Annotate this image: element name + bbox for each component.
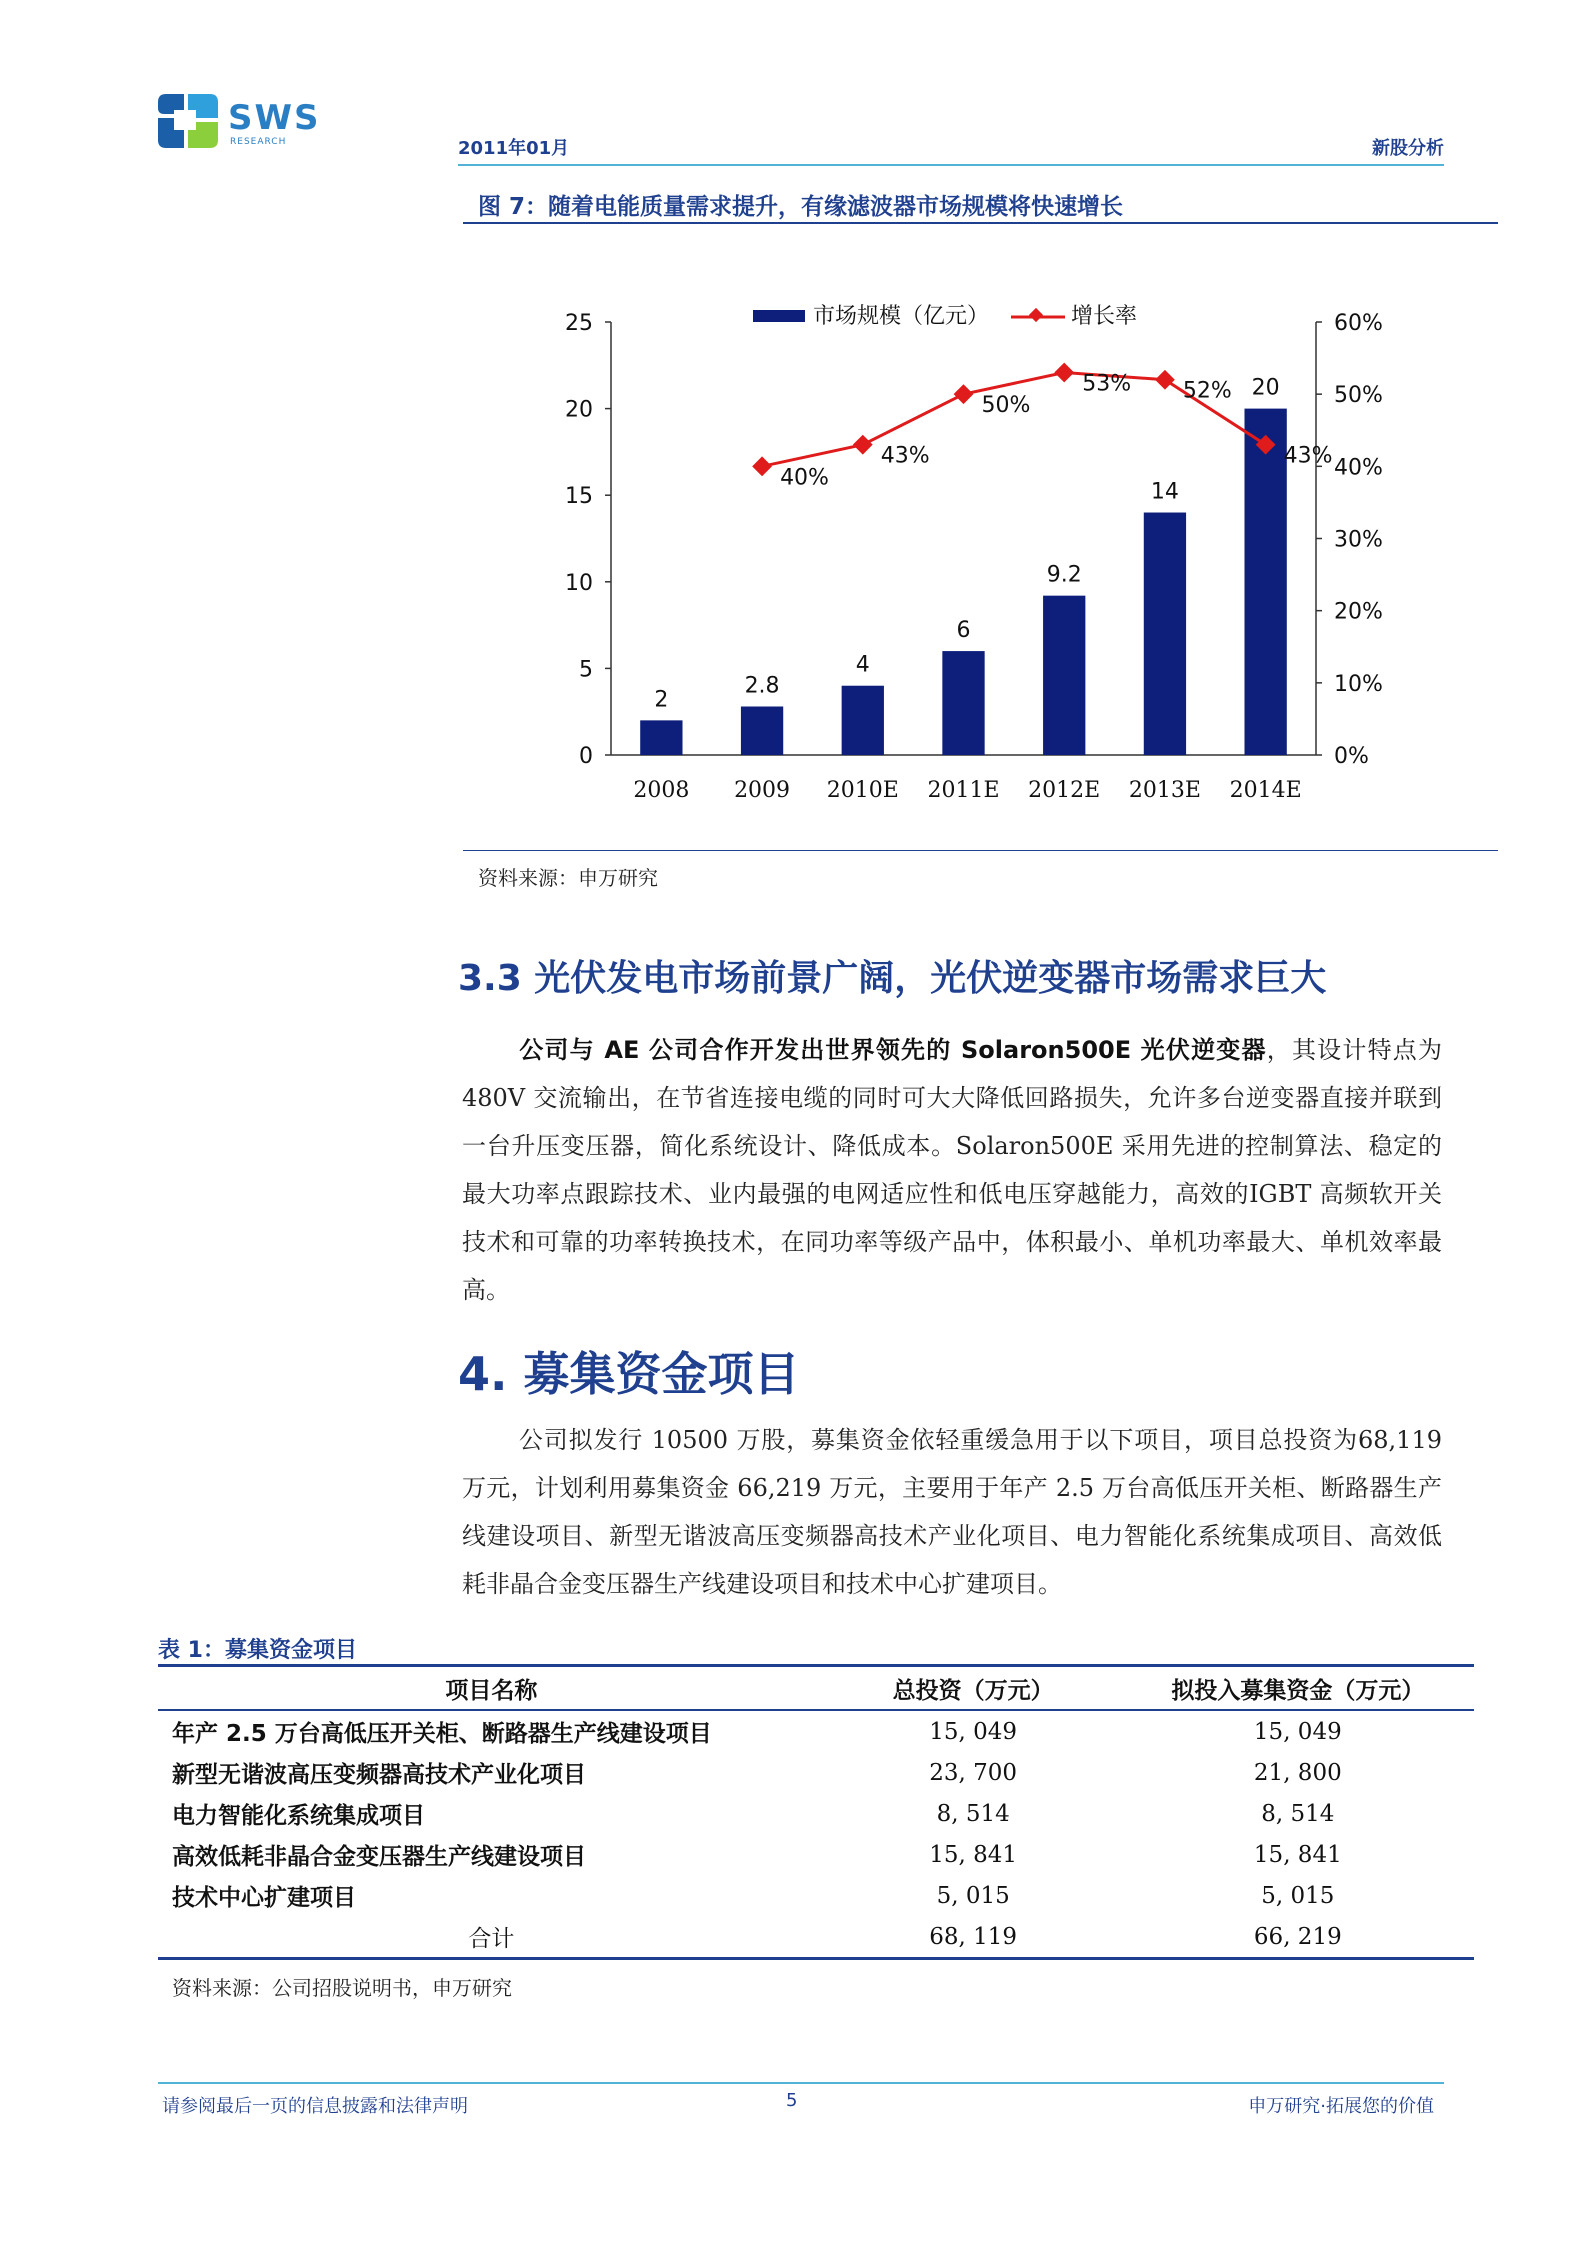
bar [1043, 596, 1085, 755]
x-tick-label: 2008 [633, 778, 690, 803]
raised-funds: 5, 015 [1261, 1882, 1335, 1909]
right-tick-label: 20% [1334, 599, 1383, 625]
total-investment: 15, 049 [929, 1718, 1018, 1745]
figure-caption-divider [463, 222, 1498, 224]
legend-line-marker [1029, 308, 1043, 322]
paragraph-body: ，其设计特点为480V 交流输出，在节省连接电缆的同时可大大降低回路损失，允许多台逆变器直接并联到一台升压变压器，简化系统设计、降低成本。Solaron500E 采用先进的控制算法、稳定的最大功率点跟踪技术、业内最强的电网适应性和低电压穿越能力，高效的IGBT 高频软开关技术和可靠的功率转换技术，在同功率等级产品中，体积最小、单机功率最大、单机效率最高。 [462, 1036, 1442, 1304]
total-investment: 15, 841 [929, 1841, 1018, 1868]
raised-funds: 15, 841 [1253, 1841, 1342, 1868]
left-tick-label: 25 [565, 311, 593, 336]
raised-funds-sum: 66, 219 [1122, 1916, 1474, 1959]
project-name: 高效低耗非晶合金变压器生产线建设项目 [172, 1844, 586, 1870]
x-tick-label: 2011E [927, 778, 1000, 803]
report-type: 新股分析 [1372, 138, 1444, 159]
bar [842, 686, 884, 755]
figure-source: 资料来源：申万研究 [478, 866, 658, 890]
left-tick-label: 15 [565, 484, 593, 510]
col-header-total-investment: 总投资（万元） [825, 1668, 1122, 1710]
bar-value-label: 14 [1150, 479, 1179, 505]
figure-bottom-divider [463, 850, 1498, 851]
project-name: 年产 2.5 万台高低压开关柜、断路器生产线建设项目 [172, 1721, 712, 1747]
growth-value-label: 43% [1283, 443, 1333, 469]
report-date: 2011年01月 [458, 138, 570, 159]
section-4-paragraph [462, 1416, 1442, 1608]
total-investment-sum: 68, 119 [825, 1916, 1122, 1959]
sws-logo-icon [152, 88, 224, 154]
growth-marker [853, 435, 873, 455]
growth-marker [752, 456, 772, 476]
right-tick-label: 10% [1334, 671, 1383, 697]
project-name: 技术中心扩建项目 [172, 1885, 356, 1911]
bar-value-label: 2 [654, 687, 669, 713]
right-tick-label: 60% [1334, 311, 1383, 336]
section-heading-3-3: 3.3 光伏发电市场前景广阔，光伏逆变器市场需求巨大 [458, 958, 1327, 999]
raised-funds: 8, 514 [1261, 1800, 1335, 1827]
logo-text: SWS [228, 98, 321, 138]
bar-value-label: 6 [956, 618, 971, 644]
total-label: 合计 [158, 1916, 825, 1959]
bar [640, 720, 682, 755]
table-row [158, 1875, 1474, 1916]
bar-value-label: 9.2 [1046, 562, 1082, 588]
table-source: 资料来源：公司招股说明书，申万研究 [172, 1976, 512, 2000]
table-total-row [158, 1916, 1474, 1959]
right-tick-label: 50% [1334, 383, 1383, 409]
growth-value-label: 40% [780, 465, 829, 491]
section-heading-4: 4. 募集资金项目 [458, 1347, 800, 1401]
footer-divider [158, 2082, 1444, 2084]
x-tick-label: 2010E [826, 778, 899, 803]
bar [1144, 513, 1186, 755]
bar-value-label: 4 [855, 652, 870, 678]
legend-bar-label: 市场规模（亿元） [813, 304, 990, 329]
bar [1244, 409, 1286, 755]
section-3-3-paragraph [462, 1026, 1442, 1314]
market-size-chart [463, 280, 1498, 840]
logo-subtext: RESEARCH [230, 137, 287, 147]
left-tick-label: 5 [579, 657, 593, 683]
growth-marker [1155, 370, 1175, 390]
raised-funds: 21, 800 [1253, 1759, 1342, 1786]
funding-projects-table [158, 1668, 1474, 1960]
paragraph-body: 公司拟发行 10500 万股，募集资金依轻重缓急用于以下项目，项目总投资为68,119 万元，计划利用募集资金 66,219 万元，主要用于年产 2.5 万台高低压开关柜、断路器生产线建设项目、新型无谐波高压变频器高技术产业化项目、电力智能化系统集成项目、高效低耗非晶合金变压器生产线建设项目和技术中心扩建项目。 [462, 1426, 1442, 1598]
project-name: 电力智能化系统集成项目 [172, 1803, 425, 1829]
bar-value-label: 2.8 [744, 673, 780, 699]
growth-value-label: 43% [880, 443, 930, 469]
table-row [158, 1752, 1474, 1793]
table-row [158, 1710, 1474, 1752]
total-investment: 5, 015 [936, 1882, 1010, 1909]
paragraph-bold-lead: 公司与 AE 公司合作开发出世界领先的 Solaron500E 光伏逆变器 [518, 1036, 1267, 1064]
left-tick-label: 0 [579, 744, 593, 769]
x-tick-label: 2013E [1128, 778, 1201, 803]
col-header-project: 项目名称 [158, 1668, 825, 1710]
raised-funds: 15, 049 [1253, 1718, 1342, 1745]
total-investment: 8, 514 [936, 1800, 1010, 1827]
left-tick-label: 10 [565, 570, 593, 596]
col-header-raised-funds: 拟投入募集资金（万元） [1122, 1668, 1474, 1710]
bar-value-label: 20 [1251, 375, 1280, 401]
header-divider [458, 164, 1444, 166]
table-caption: 表 1：募集资金项目 [158, 1638, 357, 1663]
left-tick-label: 20 [565, 397, 593, 423]
x-tick-label: 2014E [1229, 778, 1302, 803]
table-top-rule [158, 1664, 1474, 1667]
page-number: 5 [786, 2090, 798, 2111]
project-name: 新型无谐波高压变频器高技术产业化项目 [172, 1762, 586, 1788]
footer-slogan: 申万研究·拓展您的价值 [1248, 2096, 1434, 2117]
chart-legend [753, 304, 1137, 329]
growth-marker [1054, 363, 1074, 383]
x-tick-label: 2012E [1028, 778, 1101, 803]
growth-value-label: 52% [1182, 378, 1232, 404]
table-row [158, 1834, 1474, 1875]
bar [942, 651, 984, 755]
table-row [158, 1793, 1474, 1834]
right-tick-label: 30% [1334, 527, 1383, 553]
growth-value-label: 53% [1082, 371, 1132, 397]
growth-value-label: 50% [981, 393, 1031, 419]
x-tick-label: 2009 [734, 778, 791, 803]
total-investment: 23, 700 [929, 1759, 1018, 1786]
right-tick-label: 40% [1334, 455, 1383, 481]
legend-line-label: 增长率 [1071, 304, 1138, 329]
growth-marker [954, 384, 974, 404]
legend-bar-swatch [753, 310, 805, 322]
footer-disclaimer: 请参阅最后一页的信息披露和法律声明 [162, 2096, 468, 2117]
figure-caption: 图 7：随着电能质量需求提升，有缘滤波器市场规模将快速增长 [478, 194, 1124, 220]
table-header-row [158, 1668, 1474, 1710]
right-tick-label: 0% [1334, 744, 1369, 769]
bar [741, 707, 783, 755]
